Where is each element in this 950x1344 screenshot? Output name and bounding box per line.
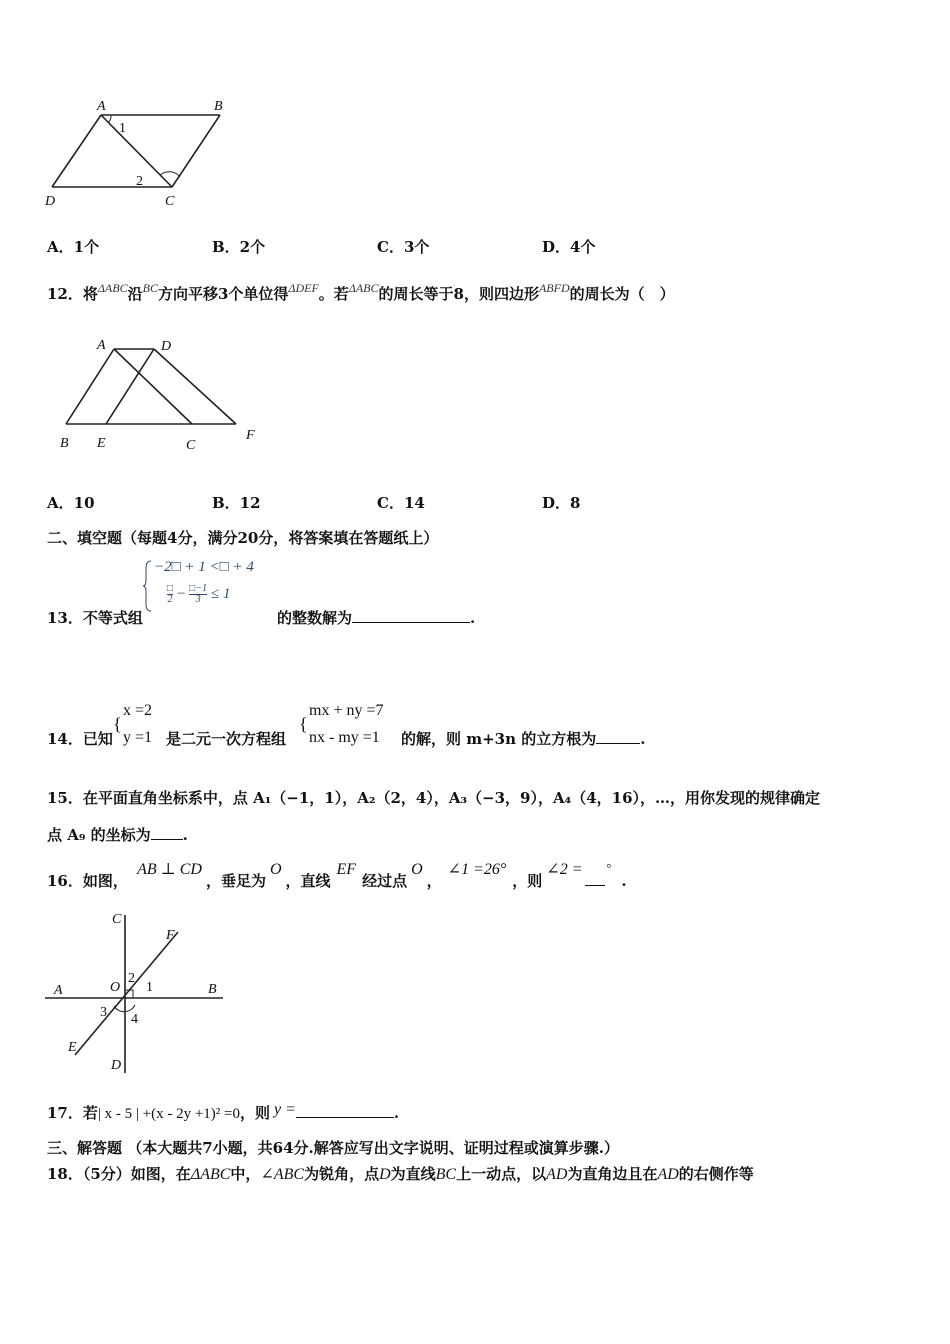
- q14-end: .: [640, 730, 646, 748]
- label-angle-3: 3: [100, 1005, 107, 1020]
- label-e: E: [97, 436, 106, 451]
- answer-blank[interactable]: [151, 839, 183, 840]
- q15-line-2: [47, 824, 188, 845]
- q16-num: 16．如图，: [47, 872, 128, 890]
- label-d: D: [45, 194, 56, 209]
- q16-o-1: O: [269, 861, 282, 878]
- label-angle-2: 2: [128, 971, 135, 986]
- q18-text-0: 18．（5分）如图，在: [47, 1165, 191, 1183]
- brace-icon: [143, 560, 153, 612]
- q12-text-5: 的周长为（ ）: [569, 285, 675, 303]
- label-c: C: [186, 438, 196, 453]
- q14-mid: 是二元一次方程组: [166, 730, 287, 748]
- q13-end: .: [470, 609, 476, 627]
- q18-text-6: 的右侧作等: [678, 1165, 754, 1183]
- q16-end: .: [621, 872, 627, 890]
- answer-blank[interactable]: [352, 622, 470, 623]
- option-a: A．1个: [47, 238, 100, 256]
- q16-text-3: 经过点: [362, 872, 408, 890]
- q12-bc: BC: [142, 281, 158, 295]
- q18-text-3: 为直线: [390, 1165, 436, 1183]
- q17-num: 17．若: [47, 1104, 98, 1122]
- q15-end: .: [182, 826, 188, 844]
- q16-text-2: ，直线: [285, 872, 331, 890]
- q16-o-2: O: [411, 861, 423, 878]
- q13-frac-a-num: □: [167, 583, 174, 594]
- q12-triangle-abc: ΔABC: [97, 281, 128, 295]
- q13-frac-b-den: 3: [195, 594, 201, 605]
- q18-text-1: 中，: [230, 1165, 261, 1183]
- q12-text-4: 的周长等于8，则四边形: [378, 285, 539, 303]
- q14-eq-1: mx + ny =7: [309, 702, 384, 719]
- q17-end: .: [393, 1104, 400, 1122]
- label-f: F: [166, 928, 175, 943]
- q12-text-2: 方向平移3个单位得: [157, 285, 289, 303]
- label-b: B: [214, 99, 223, 114]
- q12-text-3: 。若: [318, 285, 349, 303]
- label-d: D: [111, 1058, 122, 1073]
- q13-tail: [277, 607, 475, 628]
- q14-label: 14．已知: [47, 730, 113, 748]
- q15-line-2-text: 点 A₉ 的坐标为: [47, 826, 151, 844]
- q14-solution: [113, 700, 168, 750]
- q13-row-2-rest: ≤ 1: [210, 586, 231, 602]
- q16-ef: EF: [336, 861, 357, 878]
- question-17: [47, 1102, 399, 1123]
- q12-num: 12．将: [47, 285, 98, 303]
- q18-bc: BC: [435, 1166, 457, 1183]
- label-angle-1: 1: [146, 980, 153, 995]
- label-b: B: [208, 982, 217, 997]
- q12-text-1: 沿: [127, 285, 143, 303]
- q13-frac-a-den: 2: [167, 594, 173, 605]
- q16-text-5: ，则: [512, 872, 543, 890]
- q18-d: D: [379, 1166, 391, 1183]
- q18-triangle: ΔABC: [190, 1166, 231, 1183]
- option-d: D．4个: [542, 238, 596, 256]
- q13-row-1: −2□ + 1 <□ + 4: [154, 559, 254, 575]
- q13-frac-b-num: □−1: [189, 583, 207, 594]
- q13-inequality-system: [143, 558, 278, 616]
- answer-blank[interactable]: [296, 1117, 394, 1118]
- q18-text-5: 为直角边且在: [567, 1165, 658, 1183]
- q16-angle-1: ∠1 =26°: [447, 861, 507, 878]
- q14-x-value: x =2: [123, 702, 153, 719]
- option-c: C．14: [377, 494, 425, 512]
- q18-angle: ∠ABC: [260, 1166, 305, 1183]
- q16-text-4: ，: [426, 872, 442, 890]
- question-12: [47, 283, 675, 304]
- label-o: O: [110, 980, 121, 995]
- q12-triangle-def: ΔDEF: [288, 281, 319, 295]
- q18-text-2: 为锐角，点: [304, 1165, 380, 1183]
- figure-parallelogram: [40, 95, 240, 215]
- q14-y-value: y =1: [123, 729, 153, 746]
- label-angle-1: 1: [119, 121, 126, 136]
- q18-ad-1: AD: [546, 1166, 568, 1183]
- q13-label: 13．不等式组: [47, 609, 143, 627]
- brace-icon: {: [113, 714, 122, 734]
- option-b: B．12: [212, 494, 261, 512]
- q14-tail: [401, 728, 645, 749]
- q12-triangle-abc-2: ΔABC: [348, 281, 379, 295]
- option-a: A．10: [47, 494, 95, 512]
- label-a: A: [97, 99, 106, 114]
- option-b: B．2个: [212, 238, 266, 256]
- label-d: D: [161, 339, 172, 354]
- section-2-heading: 二、填空题（每题4分，满分20分，将答案填在答题纸上）: [47, 529, 439, 547]
- q16-degree: °: [606, 861, 612, 875]
- question-18: [47, 1163, 754, 1184]
- section-3-heading: 三、解答题 （本大题共7小题，共64分.解答应写出文字说明、证明过程或演算步骤.）: [47, 1139, 619, 1157]
- q13-row-2: [167, 584, 230, 605]
- label-a: A: [97, 338, 106, 353]
- figure-perpendicular: [40, 905, 240, 1075]
- label-c: C: [112, 912, 122, 927]
- label-b: B: [60, 436, 69, 451]
- label-f: F: [246, 428, 255, 443]
- q17-text-1: ，则: [240, 1104, 271, 1122]
- q18-text-4: 上一动点，以: [456, 1165, 547, 1183]
- question-16: [47, 861, 627, 891]
- label-angle-2: 2: [136, 174, 143, 189]
- q13-minus: −: [176, 586, 187, 602]
- q14-tail-text: 的解，则 m+3n 的立方根为: [401, 730, 597, 748]
- q17-y: y =: [274, 1101, 296, 1118]
- label-a: A: [54, 983, 63, 998]
- q16-perp: AB ⊥ CD: [137, 861, 202, 878]
- q16-angle-2: ∠2 =: [546, 861, 583, 878]
- answer-blank[interactable]: [585, 885, 605, 886]
- option-d: D．8: [542, 494, 581, 512]
- option-c: C．3个: [377, 238, 430, 256]
- q17-expression: | x - 5 | +(x - 2y +1)² =0: [97, 1106, 240, 1122]
- figure-translation: [50, 332, 270, 457]
- q14-system: [299, 700, 409, 750]
- q18-ad-2: AD: [657, 1166, 679, 1183]
- q14-eq-2: nx - my =1: [309, 729, 380, 746]
- q13-tail-text: 的整数解为: [277, 609, 353, 627]
- q15-line-1: 15．在平面直角坐标系中，点 A₁（−1，1），A₂（2，4），A₃（−3，9），A₄（4，16），…，用你发现的规律确定: [47, 789, 821, 807]
- label-e: E: [68, 1040, 77, 1055]
- label-angle-4: 4: [131, 1012, 138, 1027]
- q16-text-1: ，垂足为: [205, 872, 266, 890]
- q12-abfd: ABFD: [538, 281, 570, 295]
- label-c: C: [165, 194, 175, 209]
- brace-icon: {: [299, 714, 308, 734]
- answer-blank[interactable]: [596, 743, 640, 744]
